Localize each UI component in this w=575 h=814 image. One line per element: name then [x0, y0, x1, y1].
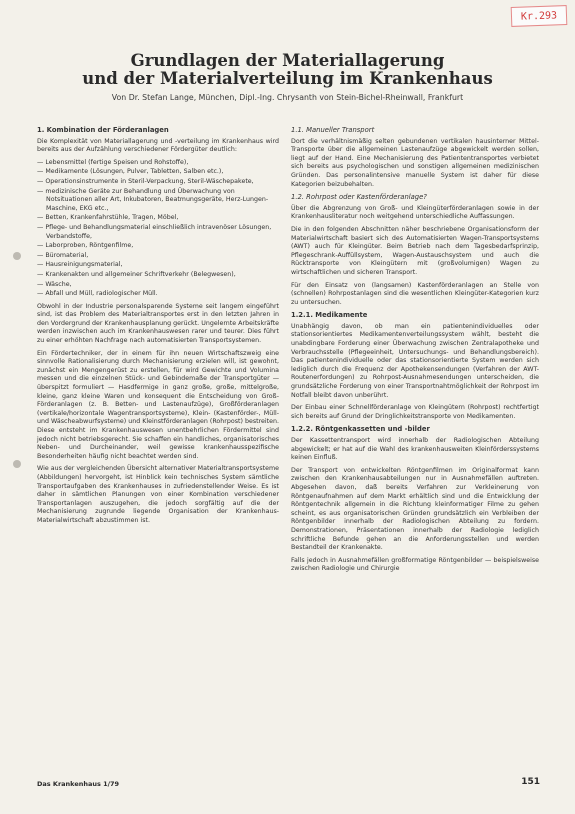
left-column	[37, 126, 279, 530]
title-line-2: und der Materialverteilung im Krankenhaus	[82, 69, 493, 88]
list-item: — Operationsinstrumente in Steril-Verpackung, Steril-Wäschepakete,	[37, 178, 279, 187]
paragraph: Die in den folgenden Abschnitten näher beschriebene Organisationsform der Materialwirtschaft basiert sich des Automatisierten Wagen-Transportsystems (AWT) auch für Kleingüter. Beim Betrieb nach dem Tagesbedarfsprinzip, Pflegeschrank-Auffüllsystem, Wagen-Austauschsystem und auch die Rücktransporte von Kleingütern mit (großvolumigen) Wagen zu wirtschaftlichen und sicheren Transport.	[291, 225, 539, 276]
list-item: — Krankenakten und allgemeiner Schriftverkehr (Belegwesen),	[37, 271, 279, 280]
archive-stamp: Kr.293	[511, 5, 568, 27]
list-item: — Pflege- und Behandlungsmaterial einschließlich intravenöser Lösungen, Verbandstoffe,	[37, 224, 279, 241]
paragraph: Über die Abgrenzung von Groß- und Kleingüterförderanlagen sowie in der Krankenhausliteratur noch weitgehend unterschiedliche Auffassungen.	[291, 204, 539, 221]
section-heading: 1.2.2. Röntgenkassetten und -bilder	[291, 425, 430, 434]
list-item: — Hausreinigungsmaterial,	[37, 261, 279, 270]
paragraph: Falls jedoch in Ausnahmefällen großformatige Röntgenbilder — beispielsweise zwischen Radiologie und Chirurgie	[291, 556, 539, 573]
paragraph: Dort die verhältnismäßig selten gebundenen vertikalen hausinterner Mittel-Transporte über die allgemeinen Lastenaufzüge abgewickelt werden sollen, liegt auf der Hand. Eine Mechanisierung des Patiententransportes verbietet sich bereits aus psychologischen und sonstigen allgemeinen medizinischen Gründen. Das personalintensive manuelle System ist daher für diese Kategorien beizubehalten.	[291, 137, 539, 188]
list-item: — Lebensmittel (fertige Speisen und Rohstoffe),	[37, 159, 279, 168]
authors-line: Von Dr. Stefan Lange, München, Dipl.-Ing. Chrysanth von Stein-Bichel-Rheinwall, Frankfurt	[111, 93, 464, 102]
section-heading: 1. Kombination der Förderanlagen	[37, 126, 169, 134]
punch-hole	[13, 460, 21, 468]
goods-list	[37, 159, 279, 299]
paragraph: Der Transport von entwickelten Röntgenfilmen im Originalformat kann zwischen den Krankenhausabteilungen nur in Ausnahmefällen auftreten. Abgesehen davon, daß bereits Verfahren zur Verkleinerung von Röntgenaufnahmen auf dem Markt erhältlich sind und die Entwicklung der Röntgentechnik allgemein in die Richtung kleinformatiger Filme zu gehen scheint, es aus organisatorischen Gründen grundsätzlich ein Verbleiben der Röntgenbilder innerhalb der Radiologischen Abteilung zu fordern. Demonstrationen, Präsentationen innerhalb der Radiologie lediglich schriftliche Befunde gehen an die Anforderungsstellen und werden Bestandteil der Krankenakte.	[291, 466, 539, 552]
paragraph: Der Einbau einer Schnellförderanlage von Kleingütern (Rohrpost) rechtfertigt sich bereits auf Grund der Dringlichkeitstransporte von Medikamenten.	[291, 404, 539, 420]
list-item: — Betten, Krankenfahrstühle, Tragen, Möbel,	[37, 214, 279, 223]
paragraph: Obwohl in der Industrie personalsparende Systeme seit langem eingeführt sind, ist das Problem des Materialtransportes erst in den letzten Jahren in den Vordergrund der Krankenhausplanung gerückt. Ungelernte Arbeitskräfte werden inzwischen auch im Krankenhauswesen rarer und teurer. Dies führt zu einer erhöhten Nachfrage nach automatisierten Transportsystemen.	[37, 302, 279, 345]
section-heading: 1.2.1. Medikamente	[291, 311, 368, 320]
paragraph: Der Kassettentransport wird innerhalb der Radiologischen Abteilung abgewickelt; er hat auf die Wahl des krankenhausweiten Kleinförderssystems keinen Einfluß.	[291, 437, 539, 462]
list-item: — Wäsche,	[37, 281, 279, 290]
section-heading: 1.1. Manueller Transport	[291, 126, 375, 134]
paragraph: Ein Fördertechniker, der in einem für ihn neuen Wirtschaftszweig eine sinnvolle Rationalisierung durch Mechanisierung erzielen will, ist gewohnt, zunächst ein Mengengerüst zu erstellen, für wird Gewichte und Volumina messen und die einzelnen Stück- und Gebindemaße der Transportgüter — überspitzt formuliert — Hasdfermige in ganz große, große, mittelgroße, kleine, ganz kleine Waren und konsequent die Entscheidung von Groß-Förderanlagen (z. B. Betten- und Lastenaufzüge), Großförderanlagen (vertikale/horizontale Wagentransportsysteme), Klein- (Kastenförder-, Müll- und Wäscheabwurfsysteme) und Kleinstförderanlagen (Rohrpost) bestreiten. Diese entsteht im Krankenhauswesen unentbehrlichen Fördermittel sind jedoch nicht betriebsgerecht. Sie schaffen ein handliches, organisatorisches Neben- und Durcheinander, weil gewisse krankenhausspezifische Besonderheiten häufig nicht beachtet werden sind.	[37, 349, 279, 460]
paragraph: Wie aus der vergleichenden Übersicht alternativer Materialtransportsysteme (Abbildungen) hervorgeht, ist Hinblick kein technisches System sämtliche Transportaufgaben des Krankenhauses in zufriedenstellender Weise. Es ist daher in sämtlichen Planungen von einer Kombination verschiedener Transportanlagen auszugehen, die jedoch sorgfältig auf die der Mechanisierung zugrunde liegende Organisation der Krankenhaus-Materialwirtschaft abzustimmen ist.	[37, 465, 279, 524]
punch-hole	[13, 252, 21, 260]
list-item: — Büromaterial,	[37, 252, 279, 261]
journal-footer: Das Krankenhaus 1/79	[37, 780, 120, 788]
section-heading: 1.2. Rohrpost oder Kastenförderanlage?	[291, 193, 427, 202]
right-column	[291, 126, 539, 578]
list-item: — medizinische Geräte zur Behandlung und Überwachung von Notsituationen aller Art, Inkubatoren, Beatmungsgeräte, Herz-Lungen-Maschine, EKG etc.,	[37, 188, 279, 214]
paragraph: Unabhängig davon, ob man ein patientenindividuelles oder stationsorientiertes Medikamentenverteilungssystem wählt, besteht die unabdingbare Forderung einer Überwachung zwischen Zentralapotheke und Verbrauchsstelle (Pflegeeinheit, Untersuchungs- und Behandlungsbereich). Das patientenindividuelle oder das stationsorientierte System werden sich lediglich durch die Frequenz der Apothekensendungen (Verfahren der AWT-Routenerfordungen) zu Rohrpost-Ausnahmesendungen unterscheiden, die grundsätzliche Forderung von einer Transportnahtmöglichkeit der Rohrpost im Notfall bleibt davon unberührt.	[291, 322, 539, 399]
page-number: 151	[521, 777, 540, 787]
paragraph: Für den Einsatz von (langsamen) Kastenförderanlagen an Stelle von (schnellen) Rohrpostanlagen sind die wesentlichen Kleingüter-Kategorien kurz zu untersuchen.	[291, 281, 539, 306]
article-title	[50, 52, 525, 88]
list-item: — Laborproben, Röntgenfilme,	[37, 242, 279, 251]
list-item: — Abfall und Müll, radiologischer Müll.	[37, 290, 279, 299]
paragraph: Die Komplexität von Materiallagerung und -verteilung im Krankenhaus wird bereits aus der Aufzählung verschiedener Fördergüter deutlich:	[37, 137, 279, 154]
list-item: — Medikamente (Lösungen, Pulver, Tabletten, Salben etc.),	[37, 168, 279, 177]
title-line-1: Grundlagen der Materiallagerung	[130, 51, 445, 70]
